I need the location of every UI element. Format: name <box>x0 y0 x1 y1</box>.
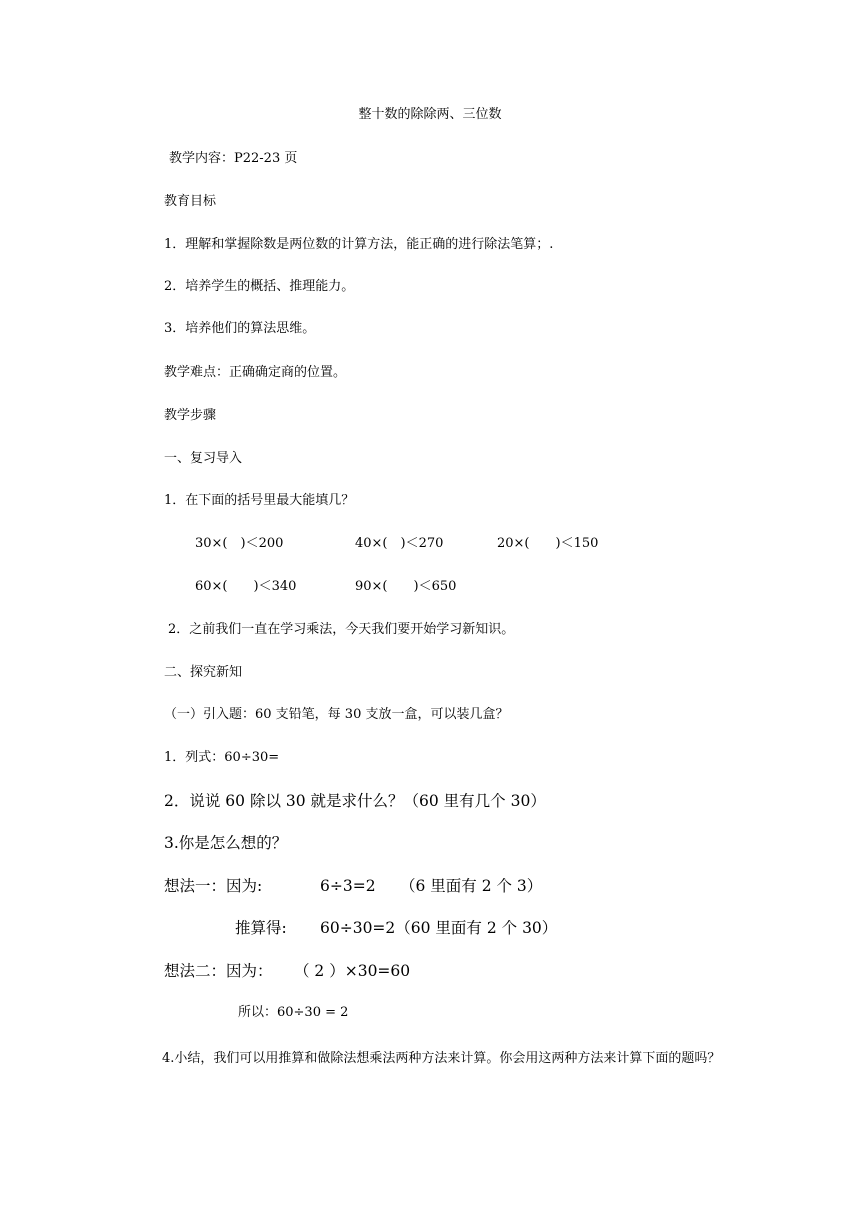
step-2: 2．说说 60 除以 30 就是求什么？（60 里有几个 30） <box>164 792 546 810</box>
goals-heading: 教育目标 <box>164 194 217 209</box>
method-1-note: （6 里面有 2 个 3） <box>400 877 543 895</box>
intro-problem: （一）引入题：60 支铅笔，每 30 支放一盒，可以装几盒？ <box>164 707 509 722</box>
question-2: 2．之前我们一直在学习乘法，今天我们要开始学习新知识。 <box>168 622 515 637</box>
exercise-item: 40×( )＜270 <box>355 536 444 551</box>
goal-1: 1．理解和掌握除数是两位数的计算方法，能正确的进行除法笔算；. <box>164 237 554 252</box>
steps-heading: 教学步骤 <box>164 408 217 423</box>
exercise-item: 20×( )＜150 <box>497 536 599 551</box>
section-review: 一、复习导入 <box>164 451 243 466</box>
method-2-label: 想法二：因为： <box>164 962 273 980</box>
goal-3: 3．培养他们的算法思维。 <box>164 321 316 336</box>
step-1: 1．列式：60÷30= <box>164 750 280 765</box>
method-2-expression: （ 2 ）×30=60 <box>294 962 411 980</box>
teaching-difficulty: 教学难点：正确确定商的位置。 <box>164 365 347 380</box>
method-1-label: 想法一：因为: <box>164 877 263 895</box>
section-explore: 二、探究新知 <box>164 665 243 680</box>
question-1: 1．在下面的括号里最大能填几？ <box>164 493 355 508</box>
step-3: 3.你是怎么想的？ <box>164 834 288 852</box>
method-1-infer: 60÷30=2（60 里面有 2 个 30） <box>320 919 558 937</box>
exercise-item: 90×( )＜650 <box>355 579 457 594</box>
teaching-content: 教学内容：P22-23 页 <box>169 151 298 166</box>
exercise-item: 30×( )＜200 <box>195 536 284 551</box>
method-1-expression: 6÷3=2 <box>320 877 376 895</box>
method-2-result: 所以：60÷30 = 2 <box>238 1005 349 1020</box>
goal-2: 2．培养学生的概括、推理能力。 <box>164 279 355 294</box>
exercise-item: 60×( )＜340 <box>195 579 297 594</box>
summary-paragraph: 4.小结，我们可以用推算和做除法想乘法两种方法来计算。你会用这两种方法来计算下面的题吗？ <box>162 1051 721 1066</box>
method-1-infer-label: 推算得: <box>235 919 287 937</box>
document-title: 整十数的除除两、三位数 <box>358 107 502 122</box>
